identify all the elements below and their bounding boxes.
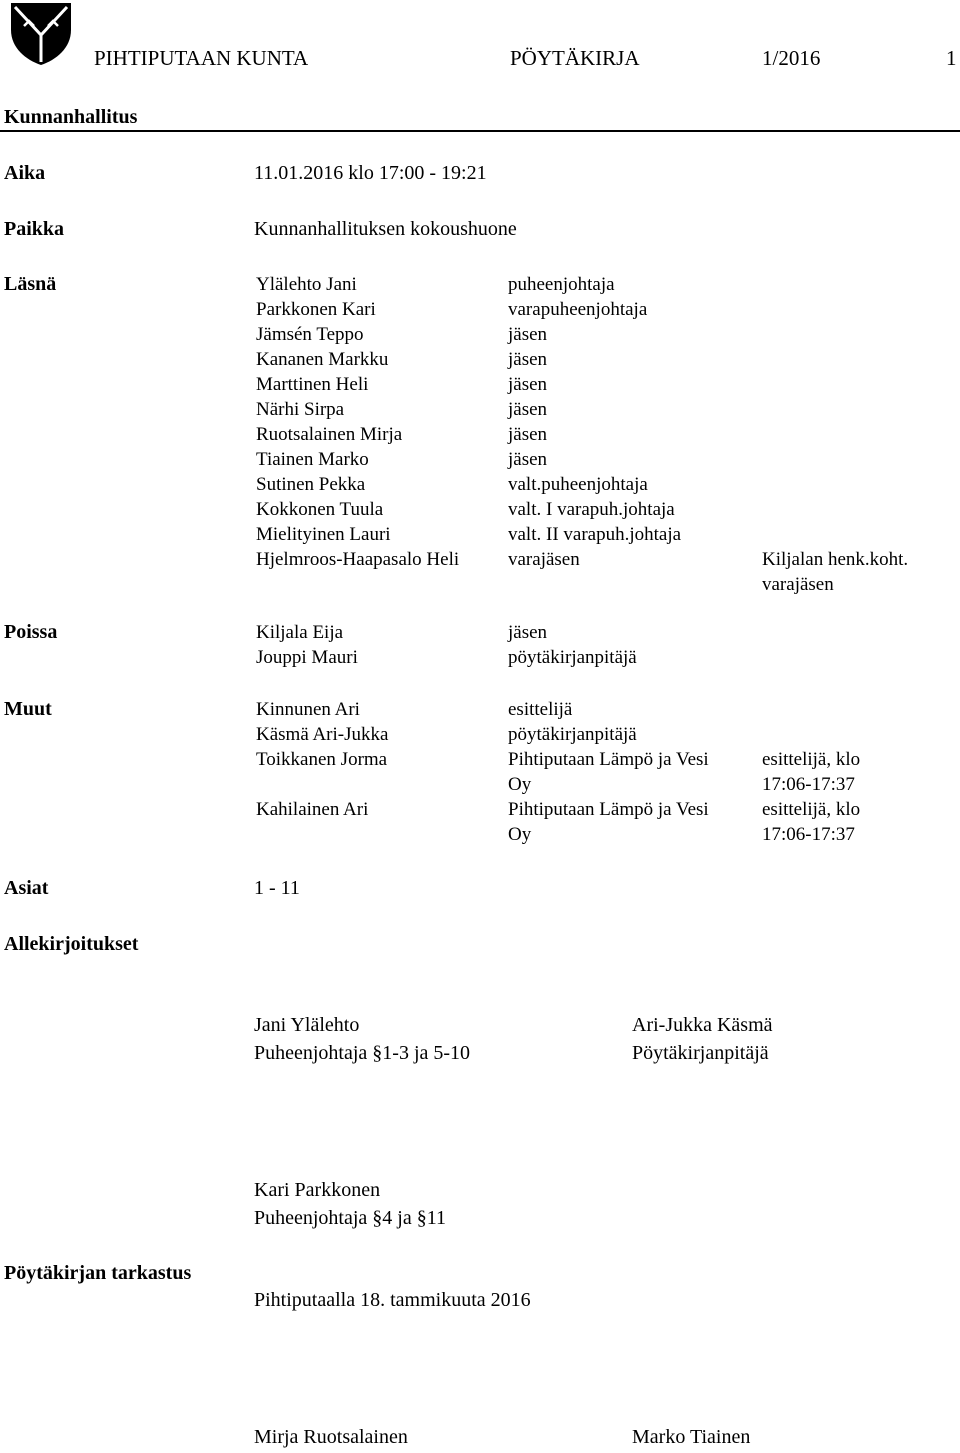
member-role: jäsen — [508, 349, 548, 370]
absent-role: jäsen — [508, 622, 548, 643]
member-name: Marttinen Heli — [256, 374, 369, 395]
signatory-name: Ari-Jukka Käsmä — [632, 1014, 773, 1036]
member-role: valt.puheenjohtaja — [508, 474, 648, 495]
other-note: 17:06-17:37 — [762, 824, 855, 845]
other-name: Käsmä Ari-Jukka — [256, 724, 389, 745]
member-name: Kokkonen Tuula — [256, 499, 384, 520]
other-note: esittelijä, klo — [762, 749, 861, 770]
member-role: jäsen — [508, 449, 548, 470]
signatory-title: Pöytäkirjanpitäjä — [632, 1042, 769, 1064]
other-org: Pihtiputaan Lämpö ja Vesi — [508, 799, 709, 820]
municipal-crest-logo — [8, 0, 74, 66]
member-name: Kananen Markku — [256, 349, 389, 370]
other-note: 17:06-17:37 — [762, 774, 855, 795]
member-role: valt. II varapuh.johtaja — [508, 524, 682, 545]
document-number: 1/2016 — [762, 46, 821, 70]
other-org: Oy — [508, 774, 532, 795]
place-date: Pihtiputaalla 18. tammikuuta 2016 — [254, 1289, 531, 1311]
other-org: Pihtiputaan Lämpö ja Vesi — [508, 749, 709, 770]
member-name: Ruotsalainen Mirja — [256, 424, 403, 445]
member-role: valt. I varapuh.johtaja — [508, 499, 675, 520]
other-org: Oy — [508, 824, 532, 845]
member-name: Jämsén Teppo — [256, 324, 364, 345]
member-role: jäsen — [508, 424, 548, 445]
member-name: Tiainen Marko — [256, 449, 369, 470]
member-name: Närhi Sirpa — [256, 399, 345, 420]
checker-name: Mirja Ruotsalainen — [254, 1426, 408, 1448]
absent-name: Jouppi Mauri — [256, 647, 358, 668]
member-role: jäsen — [508, 324, 548, 345]
aika-label: Aika — [4, 162, 46, 184]
member-note: Kiljalan henk.koht. — [762, 549, 909, 570]
body-name: Kunnanhallitus — [4, 106, 138, 128]
signatory-title: Puheenjohtaja §4 ja §11 — [254, 1207, 446, 1229]
muut-label: Muut — [4, 698, 52, 720]
other-name: Toikkanen Jorma — [256, 749, 388, 770]
document-type: PÖYTÄKIRJA — [510, 46, 640, 70]
other-note: esittelijä, klo — [762, 799, 861, 820]
municipality-name: PIHTIPUTAAN KUNTA — [94, 46, 309, 70]
member-role: puheenjohtaja — [508, 274, 615, 295]
checker-name: Marko Tiainen — [632, 1426, 751, 1448]
signatory-name: Jani Ylälehto — [254, 1014, 360, 1036]
absent-role: pöytäkirjanpitäjä — [508, 647, 637, 668]
other-role: esittelijä — [508, 699, 573, 720]
signatory-title: Puheenjohtaja §1-3 ja 5-10 — [254, 1042, 471, 1064]
member-name: Hjelmroos-Haapasalo Heli — [256, 549, 460, 570]
lasna-label: Läsnä — [4, 273, 57, 295]
aika-value: 11.01.2016 klo 17:00 - 19:21 — [254, 162, 487, 184]
member-note: varajäsen — [762, 574, 834, 595]
paikka-label: Paikka — [4, 218, 65, 240]
member-role: jäsen — [508, 374, 548, 395]
asiat-label: Asiat — [4, 877, 49, 899]
member-name: Parkkonen Kari — [256, 299, 376, 320]
tarkastus-label: Pöytäkirjan tarkastus — [4, 1262, 192, 1284]
asiat-value: 1 - 11 — [254, 877, 300, 899]
other-name: Kinnunen Ari — [256, 699, 360, 720]
header-divider — [0, 130, 960, 132]
page-number: 1 — [946, 46, 957, 70]
other-role: pöytäkirjanpitäjä — [508, 724, 637, 745]
member-name: Mielityinen Lauri — [256, 524, 391, 545]
member-role: jäsen — [508, 399, 548, 420]
paikka-value: Kunnanhallituksen kokoushuone — [254, 218, 517, 240]
other-name: Kahilainen Ari — [256, 799, 369, 820]
allekirjoitukset-label: Allekirjoitukset — [4, 933, 139, 955]
absent-name: Kiljala Eija — [256, 622, 344, 643]
signatory-name: Kari Parkkonen — [254, 1179, 381, 1201]
member-name: Ylälehto Jani — [256, 274, 357, 295]
poissa-label: Poissa — [4, 621, 58, 643]
member-name: Sutinen Pekka — [256, 474, 366, 495]
member-role: varajäsen — [508, 549, 580, 570]
member-role: varapuheenjohtaja — [508, 299, 648, 320]
